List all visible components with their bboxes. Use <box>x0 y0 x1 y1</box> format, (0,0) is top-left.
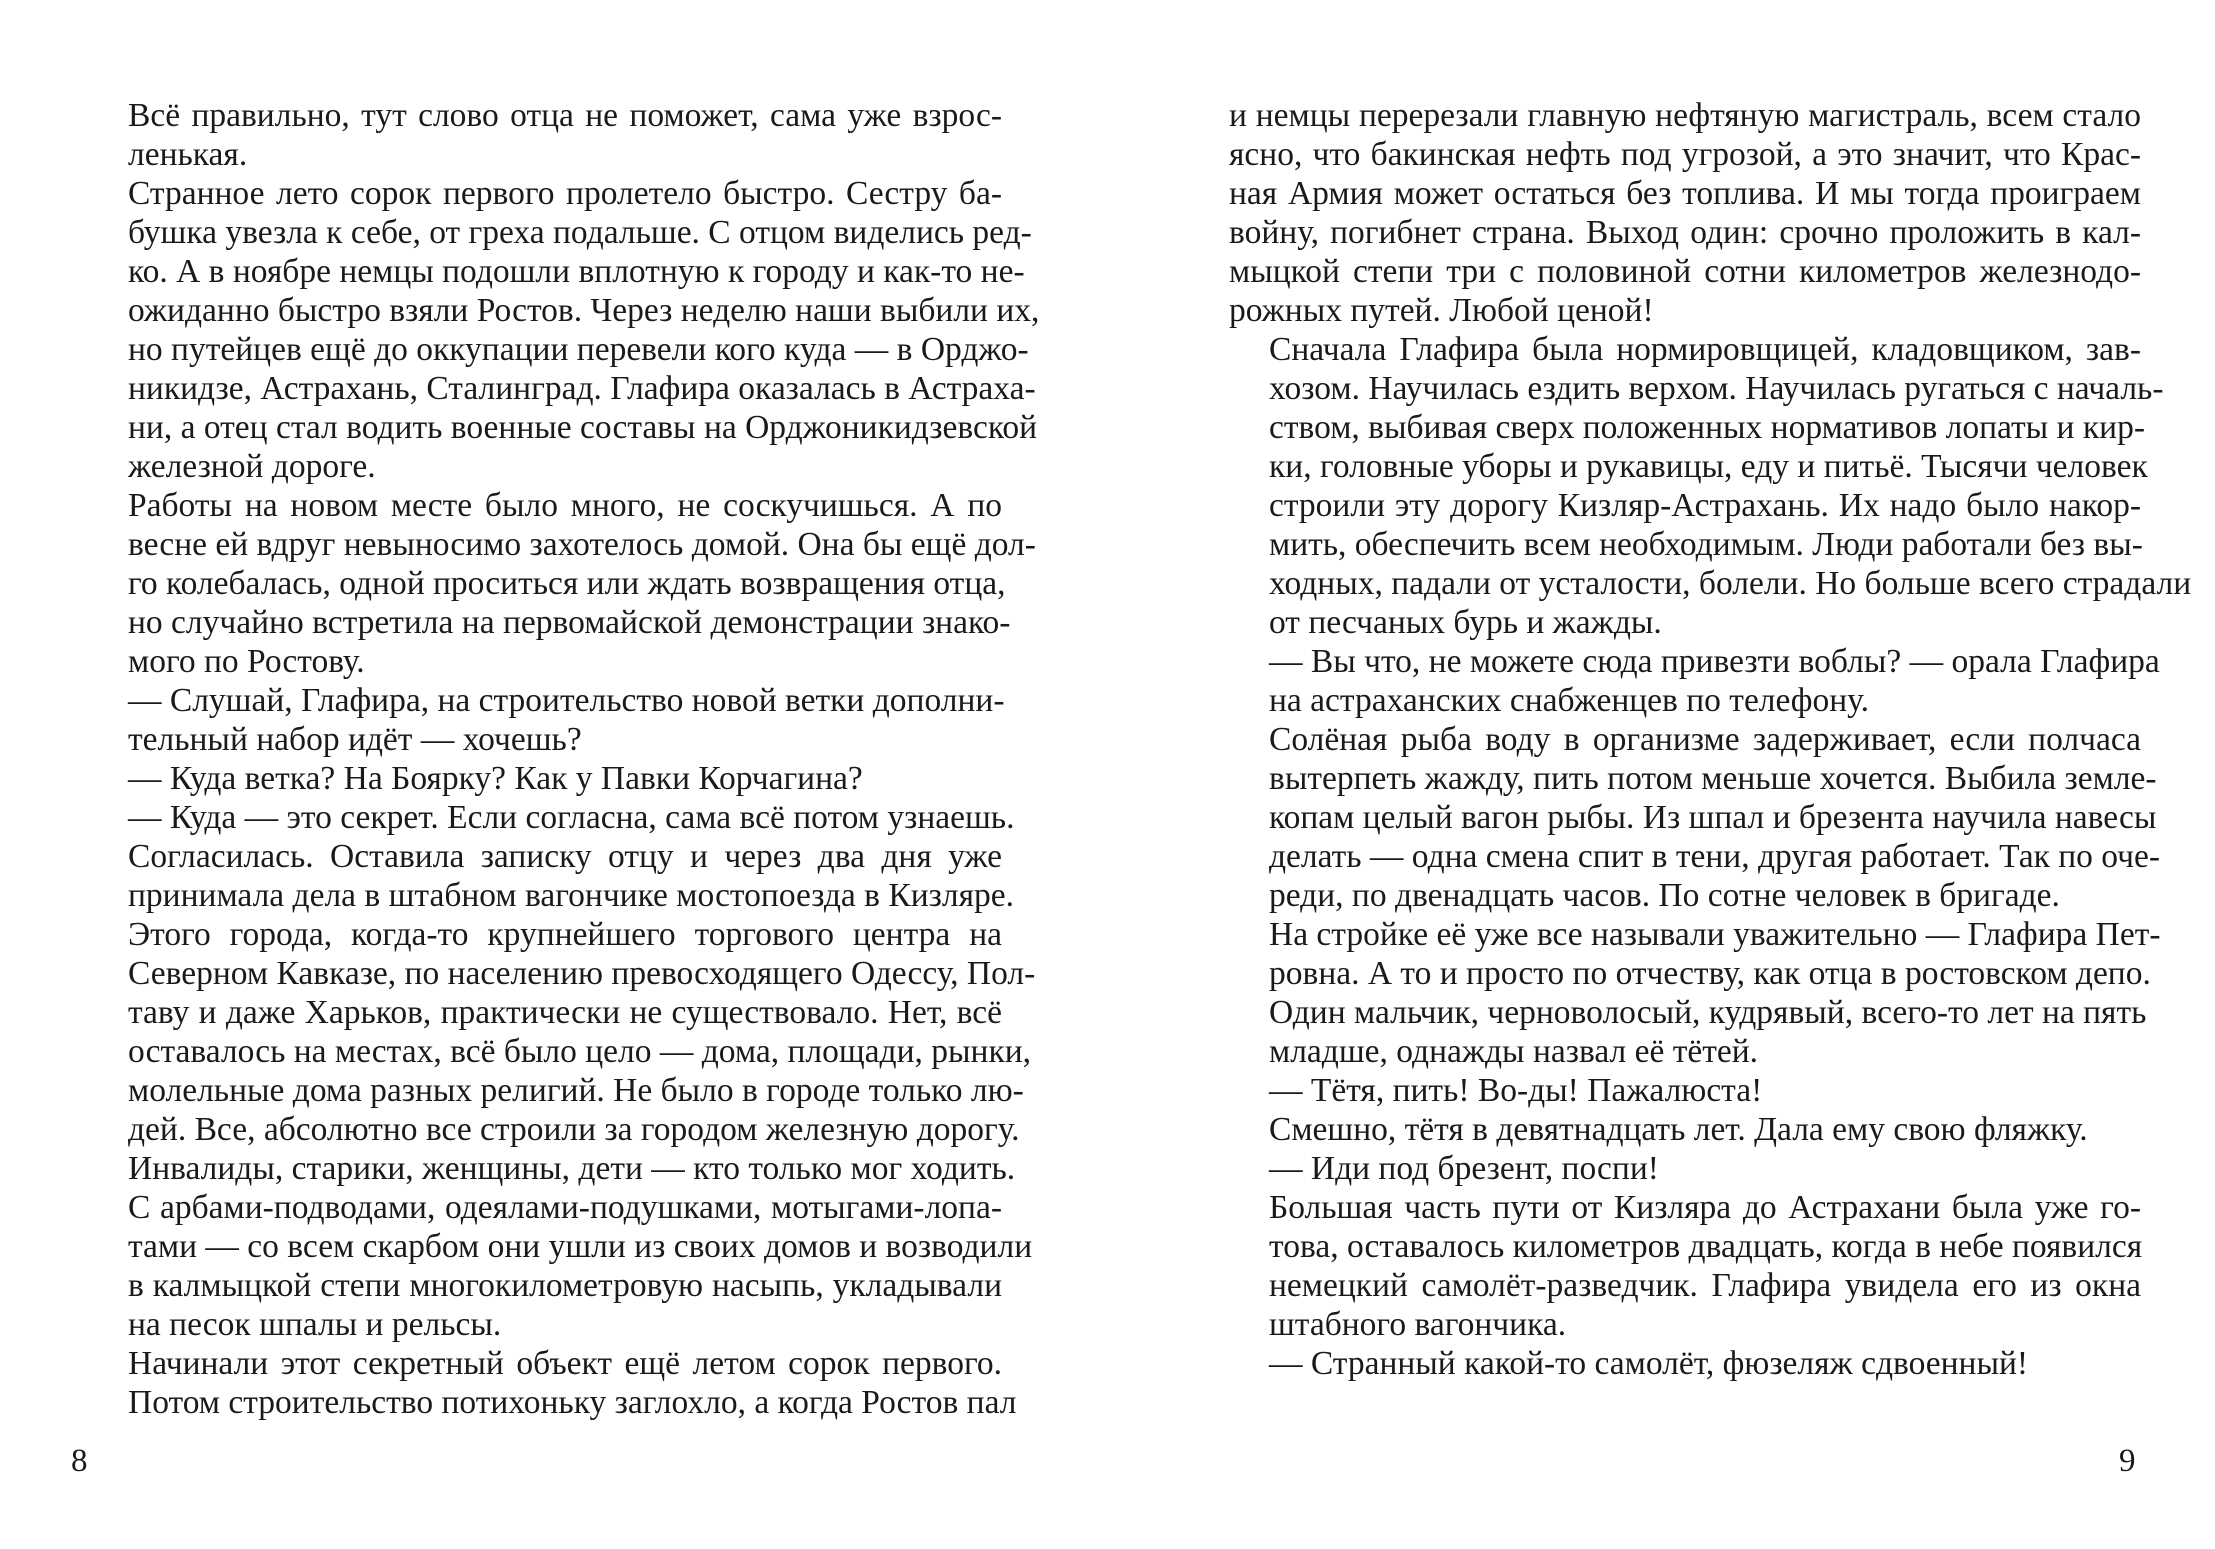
paragraph <box>88 174 1040 486</box>
text-line: ством, выбивая сверх положенных нормативов лопаты и кир- <box>1269 409 2145 446</box>
text-line: го колебалась, одной проситься или ждать возвращения отца, <box>128 565 1006 602</box>
paragraph <box>1229 1149 2141 1188</box>
right-page <box>1107 0 2215 1549</box>
text-line: бушка увезла к себе, от греха подальше. С отцом виделись ред- <box>128 214 1032 251</box>
text-line: делать — одна смена спит в тени, другая работает. Так по оче- <box>1269 838 2161 875</box>
text-line: принимала дела в штабном вагончике мостопоезда в Кизляре. <box>128 877 1014 914</box>
paragraph <box>1229 915 2161 1071</box>
paragraph <box>88 681 1005 759</box>
text-line: Сначала Глафира была нормировщицей, кладовщиком, зав- <box>1269 331 2141 368</box>
text-line: дей. Все, абсолютно все строили за городом железную дорогу. <box>128 1111 1020 1148</box>
text-line: строили эту дорогу Кизляр-Астрахань. Их надо было накор- <box>1269 487 2141 524</box>
paragraph <box>1229 96 2141 330</box>
text-line: ная Армия может остаться без топлива. И мы тогда проиграем <box>1229 175 2141 212</box>
text-line: ко. А в ноябре немцы подошли вплотную к городу и как-то не- <box>128 253 1025 290</box>
paragraph <box>1229 1110 2141 1149</box>
text-line: но случайно встретила на первомайской демонстрации знако- <box>128 604 1011 641</box>
paragraph <box>88 798 1015 837</box>
text-line: оставалось на местах, всё было цело — дома, площади, рынки, <box>128 1033 1032 1070</box>
text-line: реди, по двенадцать часов. По сотне человек в бригаде. <box>1269 877 2060 914</box>
text-line: Солёная рыба воду в организме задерживает, если полчаса <box>1269 721 2141 758</box>
text-line: Начинали этот секретный объект ещё летом сорок первого. <box>128 1345 1002 1382</box>
text-line: и немцы перерезали главную нефтяную магистраль, всем стало <box>1229 97 2141 134</box>
paragraph <box>88 96 1002 174</box>
paragraph <box>88 915 1036 1344</box>
text-line: — Куда — это секрет. Если согласна, сама всё потом узнаешь. <box>128 799 1015 836</box>
text-line: Работы на новом месте было много, не соскучишься. А по <box>128 487 1002 524</box>
paragraph <box>1229 330 2192 642</box>
page-number: 8 <box>71 1443 88 1479</box>
text-line: тами — со всем скарбом они ушли из своих домов и возводили <box>128 1228 1033 1265</box>
text-line: Один мальчик, черноволосый, кудрявый, всего-то лет на пять <box>1269 994 2147 1031</box>
text-line: рожных путей. Любой ценой! <box>1229 292 1654 329</box>
text-line: вытерпеть жажду, пить потом меньше хочется. Выбила земле- <box>1269 760 2157 797</box>
text-line: но путейцев ещё до оккупации перевели кого куда — в Орджо- <box>128 331 1029 368</box>
text-line: мить, обеспечить всем необходимым. Люди работали без вы- <box>1269 526 2143 563</box>
paragraph <box>88 837 1014 915</box>
text-line: ровна. А то и просто по отчеству, как отца в ростовском депо. <box>1269 955 2151 992</box>
text-line: молельные дома разных религий. Не было в городе только лю- <box>128 1072 1024 1109</box>
text-line: — Тётя, пить! Во-ды! Пажалюста! <box>1269 1072 1763 1109</box>
text-line: Этого города, когда-то крупнейшего торгового центра на <box>128 916 1002 953</box>
text-line: Северном Кавказе, по населению превосходящего Одессу, Пол- <box>128 955 1036 992</box>
text-line: на песок шпалы и рельсы. <box>128 1306 502 1343</box>
paragraph <box>88 759 1002 798</box>
text-line: ясно, что бакинская нефть под угрозой, а это значит, что Крас- <box>1229 136 2141 173</box>
text-line: — Куда ветка? На Боярку? Как у Павки Корчагина? <box>128 760 863 797</box>
text-line: таву и даже Харьков, практически не существовало. Нет, всё <box>128 994 1002 1031</box>
text-line: от песчаных бурь и жажды. <box>1269 604 1662 641</box>
paragraph <box>88 1344 1017 1422</box>
text-line: мого по Ростову. <box>128 643 365 680</box>
page-number: 9 <box>2119 1443 2136 1479</box>
text-line: Странное лето сорок первого пролетело быстро. Сестру ба- <box>128 175 1002 212</box>
text-line: мыцкой степи три с половиной сотни километров железнодо- <box>1229 253 2141 290</box>
text-line: копам целый вагон рыбы. Из шпал и брезента научила навесы <box>1269 799 2157 836</box>
text-line: — Вы что, не можете сюда привезти воблы? — орала Глафира <box>1269 643 2160 680</box>
paragraph <box>1229 1071 2141 1110</box>
left-page <box>0 0 1107 1549</box>
paragraph <box>1229 642 2160 720</box>
text-line: С арбами-подводами, одеялами-подушками, мотыгами-лопа- <box>128 1189 1002 1226</box>
text-line: ленькая. <box>128 136 248 173</box>
text-line: никидзе, Астрахань, Сталинград. Глафира оказалась в Астраха- <box>128 370 1036 407</box>
paragraph <box>88 486 1036 681</box>
text-line: ходных, падали от усталости, болели. Но больше всего страдали <box>1269 565 2192 602</box>
text-line: Инвалиды, старики, женщины, дети — кто только мог ходить. <box>128 1150 1016 1187</box>
text-line: Всё правильно, тут слово отца не поможет, сама уже взрос- <box>128 97 1002 134</box>
text-line: това, оставалось километров двадцать, когда в небе появился <box>1269 1228 2143 1265</box>
text-line: немецкий самолёт-разведчик. Глафира увидела его из окна <box>1269 1267 2141 1304</box>
right-page-text <box>1229 96 2192 1383</box>
text-line: Согласилась. Оставила записку отцу и через два дня уже <box>128 838 1002 875</box>
text-line: ни, а отец стал водить военные составы на Орджоникидзевской <box>128 409 1038 446</box>
text-line: ожиданно быстро взяли Ростов. Через неделю наши выбили их, <box>128 292 1040 329</box>
text-line: в калмыцкой степи многокилометровую насыпь, укладывали <box>128 1267 1002 1304</box>
paragraph <box>1229 1188 2141 1344</box>
text-line: железной дороге. <box>128 448 376 485</box>
text-line: весне ей вдруг невыносимо захотелось домой. Она бы ещё дол- <box>128 526 1036 563</box>
text-line: на астраханских снабженцев по телефону. <box>1269 682 1869 719</box>
paragraph <box>1229 1344 2141 1383</box>
text-line: — Странный какой-то самолёт, фюзеляж сдвоенный! <box>1269 1345 2029 1382</box>
text-line: войну, погибнет страна. Выход один: срочно проложить в кал- <box>1229 214 2141 251</box>
text-line: — Слушай, Глафира, на строительство новой ветки дополни- <box>128 682 1005 719</box>
left-page-text <box>88 96 1040 1422</box>
text-line: ки, головные уборы и рукавицы, еду и питьё. Тысячи человек <box>1269 448 2148 485</box>
text-line: Смешно, тётя в девятнадцать лет. Дала ему свою фляжку. <box>1269 1111 2088 1148</box>
paragraph <box>1229 720 2161 915</box>
text-line: тельный набор идёт — хочешь? <box>128 721 582 758</box>
text-line: хозом. Научилась ездить верхом. Научилась ругаться с началь- <box>1269 370 2164 407</box>
text-line: — Иди под брезент, поспи! <box>1269 1150 1659 1187</box>
text-line: младше, однажды назвал её тётей. <box>1269 1033 1759 1070</box>
text-line: На стройке её уже все называли уважительно — Глафира Пет- <box>1269 916 2161 953</box>
text-line: Потом строительство потихоньку заглохло, а когда Ростов пал <box>128 1384 1017 1421</box>
text-line: штабного вагончика. <box>1269 1306 1567 1343</box>
text-line: Большая часть пути от Кизляра до Астрахани была уже го- <box>1269 1189 2141 1226</box>
